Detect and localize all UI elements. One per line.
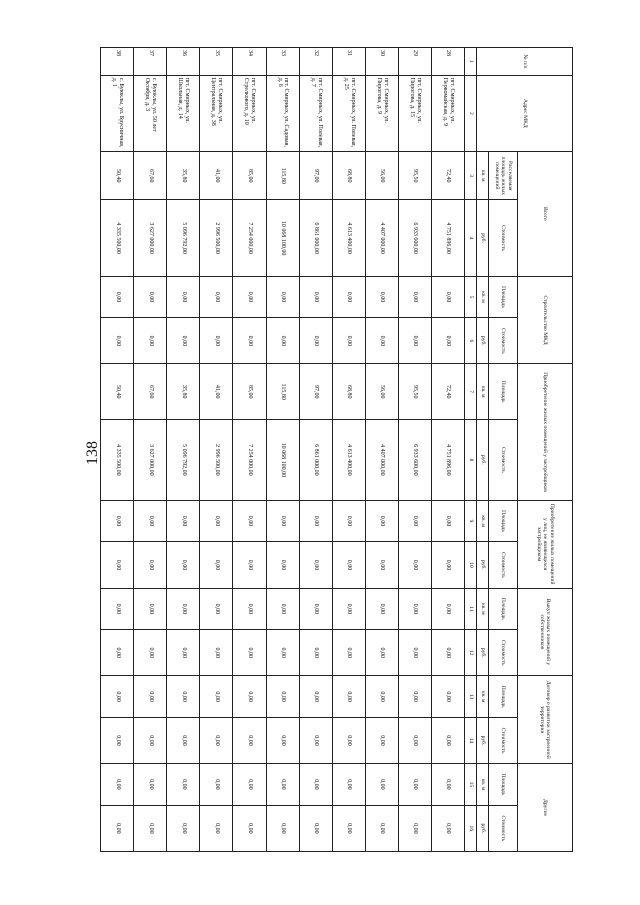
value-cell: 0,00	[431, 676, 464, 718]
value-cell: 0,00	[167, 542, 200, 588]
value-cell: 0,00	[101, 717, 134, 763]
column-number: 7	[465, 364, 477, 419]
value-cell: 0,00	[200, 542, 233, 588]
value-cell: 4 613 400,00	[332, 200, 365, 276]
value-cell: 5 096 792,00	[167, 200, 200, 276]
value-cell: 0,00	[299, 318, 332, 364]
row-number-cell: 29	[398, 48, 431, 76]
value-cell: 2 996 500,00	[200, 419, 233, 500]
row-number-cell: 37	[134, 48, 167, 76]
address-cell: пгт. Смирных, ул. Пирогова, д. 15	[398, 75, 431, 151]
value-cell: 0,00	[299, 500, 332, 542]
value-cell: 6 861 000,00	[299, 419, 332, 500]
value-cell: 10 068 100,00	[266, 419, 299, 500]
value-cell: 0,00	[398, 805, 431, 851]
value-cell: 0,00	[398, 276, 431, 318]
header-address: Адрес МКД	[477, 75, 573, 151]
unit-sqm: кв. м	[477, 276, 489, 318]
address-cell: пгт. Смирных, ул. Стрелкового, д. 10	[233, 75, 266, 151]
value-cell: 0,00	[101, 764, 134, 806]
subheader-cost: Стоимость	[489, 805, 518, 851]
value-cell: 4 335 500,00	[101, 200, 134, 276]
address-cell: пгт. Смирных, ул. Полевая, д. 25	[332, 75, 365, 151]
table-body	[101, 48, 465, 852]
unit-rub: руб.	[477, 318, 489, 364]
subheader-area: Площадь	[489, 276, 518, 318]
unit-sqm: кв. м	[477, 364, 489, 419]
column-number: 12	[465, 630, 477, 676]
subheader-cost: Стоимость	[489, 542, 518, 588]
value-cell: 0,00	[365, 630, 398, 676]
value-cell: 0,00	[101, 500, 134, 542]
unit-sqm: кв. м	[477, 151, 489, 200]
column-number: 10	[465, 542, 477, 588]
value-cell: 4 751 896,00	[431, 419, 464, 500]
value-cell: 0,00	[266, 676, 299, 718]
column-number: 4	[465, 200, 477, 276]
value-cell: 0,00	[233, 764, 266, 806]
value-cell: 95,50	[398, 151, 431, 200]
value-cell: 0,00	[134, 717, 167, 763]
table-row	[365, 48, 398, 852]
value-cell: 0,00	[431, 542, 464, 588]
value-cell: 0,00	[101, 276, 134, 318]
value-cell: 56,00	[365, 151, 398, 200]
value-cell: 0,00	[365, 805, 398, 851]
value-cell: 67,60	[134, 151, 167, 200]
value-cell: 0,00	[431, 276, 464, 318]
value-cell: 0,00	[167, 630, 200, 676]
value-cell: 97,00	[299, 151, 332, 200]
value-cell: 0,00	[167, 588, 200, 630]
value-cell: 6 933 600,00	[398, 419, 431, 500]
header-num: № п/п	[477, 48, 573, 76]
subheader-cost: Стоимость	[489, 200, 518, 276]
value-cell: 0,00	[266, 717, 299, 763]
value-cell: 0,00	[134, 542, 167, 588]
table-row	[101, 48, 134, 852]
value-cell: 0,00	[167, 676, 200, 718]
page-number: 138	[84, 441, 101, 465]
value-cell: 0,00	[431, 588, 464, 630]
value-cell: 0,00	[332, 542, 365, 588]
value-cell: 0,00	[431, 630, 464, 676]
value-cell: 0,00	[398, 717, 431, 763]
value-cell: 0,00	[365, 500, 398, 542]
value-cell: 0,00	[332, 500, 365, 542]
unit-sqm: кв. м	[477, 676, 489, 718]
value-cell: 0,00	[431, 717, 464, 763]
header-territory-agreement: Договор о развитии застроенной территории	[518, 676, 573, 764]
value-cell: 0,00	[101, 630, 134, 676]
value-cell: 0,00	[266, 500, 299, 542]
value-cell: 4 407 000,00	[365, 200, 398, 276]
value-cell: 0,00	[332, 805, 365, 851]
value-cell: 0,00	[101, 318, 134, 364]
value-cell: 0,00	[299, 630, 332, 676]
unit-rub: руб.	[477, 542, 489, 588]
value-cell: 0,00	[266, 318, 299, 364]
value-cell: 0,00	[299, 588, 332, 630]
value-cell: 0,00	[101, 588, 134, 630]
value-cell: 0,00	[266, 764, 299, 806]
value-cell: 0,00	[299, 764, 332, 806]
subheader-area: Площадь	[489, 364, 518, 419]
table-row	[200, 48, 233, 852]
unit-rub: руб.	[477, 630, 489, 676]
row-number-cell: 34	[233, 48, 266, 76]
value-cell: 0,00	[233, 318, 266, 364]
value-cell: 0,00	[365, 764, 398, 806]
value-cell: 0,00	[431, 318, 464, 364]
unit-rub: руб.	[477, 717, 489, 763]
value-cell: 115,80	[266, 151, 299, 200]
header-buyout-owners: Выкуп жилых помещений у собственников	[518, 588, 573, 676]
value-cell: 0,00	[200, 588, 233, 630]
address-cell: пгт. Смирных, ул. Школьная, д. 14	[167, 75, 200, 151]
table-row	[398, 48, 431, 852]
value-cell: 0,00	[398, 676, 431, 718]
row-number-cell: 31	[332, 48, 365, 76]
value-cell: 0,00	[266, 805, 299, 851]
value-cell: 4 335 500,00	[101, 419, 134, 500]
unit-rub: руб.	[477, 805, 489, 851]
table-row	[233, 48, 266, 852]
value-cell: 0,00	[398, 500, 431, 542]
value-cell: 50,40	[101, 151, 134, 200]
value-cell: 0,00	[365, 717, 398, 763]
value-cell: 0,00	[233, 500, 266, 542]
subheader-area: Площадь	[489, 764, 518, 806]
column-number: 14	[465, 717, 477, 763]
value-cell: 0,00	[332, 676, 365, 718]
value-cell: 0,00	[398, 588, 431, 630]
row-number-cell: 28	[431, 48, 464, 76]
value-cell: 0,00	[299, 542, 332, 588]
value-cell: 0,00	[200, 318, 233, 364]
table-row	[431, 48, 464, 852]
unit-sqm: кв. м	[477, 500, 489, 542]
value-cell: 0,00	[233, 542, 266, 588]
address-cell: пгт. Смирных, ул. Первомайская, д. 9	[431, 75, 464, 151]
value-cell: 95,50	[398, 364, 431, 419]
value-cell: 0,00	[332, 588, 365, 630]
subheader-area: Площадь	[489, 588, 518, 630]
value-cell: 10 068 100,00	[266, 200, 299, 276]
value-cell: 0,00	[431, 500, 464, 542]
header-purchase-developers: Приобретение жилых помещений у застройщиков	[518, 364, 573, 500]
value-cell: 7 254 000,00	[233, 200, 266, 276]
value-cell: 4 407 000,00	[365, 419, 398, 500]
value-cell: 6 933 600,00	[398, 200, 431, 276]
column-number: 5	[465, 276, 477, 318]
value-cell: 85,00	[233, 364, 266, 419]
address-cell: пгт. Смирных, ул. Центральная, д. 38	[200, 75, 233, 151]
header-other: Другие	[518, 764, 573, 852]
value-cell: 0,00	[398, 630, 431, 676]
value-cell: 0,00	[233, 717, 266, 763]
column-number: 6	[465, 318, 477, 364]
address-cell: пгт. Смирных, ул. Садовая, д. 6	[266, 75, 299, 151]
value-cell: 0,00	[134, 588, 167, 630]
value-cell: 7 254 000,00	[233, 419, 266, 500]
value-cell: 0,00	[266, 630, 299, 676]
value-cell: 0,00	[167, 276, 200, 318]
table-row	[332, 48, 365, 852]
resettlement-table-sheet	[100, 47, 573, 852]
row-number-cell: 32	[299, 48, 332, 76]
table-row	[299, 48, 332, 852]
value-cell: 41,00	[200, 151, 233, 200]
value-cell: 0,00	[200, 805, 233, 851]
value-cell: 67,60	[134, 364, 167, 419]
value-cell: 41,00	[200, 364, 233, 419]
value-cell: 0,00	[299, 717, 332, 763]
value-cell: 0,00	[233, 676, 266, 718]
address-cell: пгт. Смирных, ул. Пирогова, д. 9	[365, 75, 398, 151]
value-cell: 0,00	[101, 676, 134, 718]
value-cell: 0,00	[299, 805, 332, 851]
subheader-cost: Стоимость	[489, 630, 518, 676]
value-cell: 0,00	[266, 276, 299, 318]
header-purchase-non-developers: Приобретение жилых помещений у лиц, не являющихся застройщиком	[518, 500, 573, 588]
value-cell: 0,00	[365, 276, 398, 318]
value-cell: 72,40	[431, 151, 464, 200]
column-number: 1	[465, 48, 477, 76]
value-cell: 0,00	[167, 500, 200, 542]
value-cell: 3 627 000,00	[134, 419, 167, 500]
value-cell: 68,80	[332, 151, 365, 200]
value-cell: 0,00	[332, 717, 365, 763]
value-cell: 0,00	[398, 542, 431, 588]
unit-rub: руб.	[477, 419, 489, 500]
header-total: Всего	[518, 151, 573, 276]
value-cell: 0,00	[332, 764, 365, 806]
subheader-cost: Стоимость	[489, 419, 518, 500]
value-cell: 0,00	[200, 717, 233, 763]
value-cell: 0,00	[332, 630, 365, 676]
subheader-cost: Стоимость	[489, 318, 518, 364]
value-cell: 0,00	[233, 276, 266, 318]
value-cell: 0,00	[332, 276, 365, 318]
value-cell: 68,80	[332, 364, 365, 419]
value-cell: 56,00	[365, 364, 398, 419]
column-number: 9	[465, 500, 477, 542]
value-cell: 0,00	[101, 805, 134, 851]
value-cell: 3 627 000,00	[134, 200, 167, 276]
value-cell: 0,00	[134, 630, 167, 676]
value-cell: 115,80	[266, 364, 299, 419]
value-cell: 35,80	[167, 364, 200, 419]
column-number: 16	[465, 805, 477, 851]
value-cell: 0,00	[365, 676, 398, 718]
column-number: 2	[465, 75, 477, 151]
value-cell: 0,00	[365, 318, 398, 364]
value-cell: 72,40	[431, 364, 464, 419]
value-cell: 0,00	[167, 318, 200, 364]
row-number-cell: 33	[266, 48, 299, 76]
value-cell: 0,00	[200, 630, 233, 676]
value-cell: 6 861 000,00	[299, 200, 332, 276]
column-number: 11	[465, 588, 477, 630]
subheader-resettled-area: Расселяемая площадь жилых помещений	[489, 151, 518, 200]
value-cell: 0,00	[167, 805, 200, 851]
value-cell: 0,00	[134, 805, 167, 851]
row-number-cell: 38	[101, 48, 134, 76]
value-cell: 0,00	[299, 276, 332, 318]
subheader-area: Площадь	[489, 500, 518, 542]
value-cell: 0,00	[233, 805, 266, 851]
value-cell: 0,00	[200, 676, 233, 718]
value-cell: 0,00	[167, 764, 200, 806]
value-cell: 5 096 792,00	[167, 419, 200, 500]
column-numbers-row	[465, 48, 477, 852]
unit-sqm: кв. м	[477, 764, 489, 806]
value-cell: 0,00	[431, 805, 464, 851]
value-cell: 0,00	[200, 500, 233, 542]
subheader-cost: Стоимость	[489, 717, 518, 763]
value-cell: 2 996 500,00	[200, 200, 233, 276]
value-cell: 0,00	[266, 588, 299, 630]
row-number-cell: 35	[200, 48, 233, 76]
value-cell: 0,00	[200, 764, 233, 806]
row-number-cell: 30	[365, 48, 398, 76]
value-cell: 0,00	[233, 588, 266, 630]
table-row	[167, 48, 200, 852]
value-cell: 0,00	[398, 318, 431, 364]
row-number-cell: 36	[167, 48, 200, 76]
value-cell: 0,00	[134, 764, 167, 806]
value-cell: 0,00	[365, 542, 398, 588]
resettlement-table	[100, 47, 573, 852]
value-cell: 0,00	[233, 630, 266, 676]
value-cell: 0,00	[398, 764, 431, 806]
column-number: 15	[465, 764, 477, 806]
value-cell: 0,00	[101, 542, 134, 588]
table-row	[266, 48, 299, 852]
value-cell: 0,00	[299, 676, 332, 718]
address-cell: с. Буюклы, ул. 50 лет Октября, д. 3	[134, 75, 167, 151]
column-number: 13	[465, 676, 477, 718]
value-cell: 0,00	[134, 318, 167, 364]
subheader-area: Площадь	[489, 676, 518, 718]
value-cell: 0,00	[266, 542, 299, 588]
value-cell: 0,00	[365, 588, 398, 630]
value-cell: 0,00	[134, 500, 167, 542]
unit-rub: руб.	[477, 200, 489, 276]
value-cell: 4 613 400,00	[332, 419, 365, 500]
value-cell: 97,00	[299, 364, 332, 419]
value-cell: 0,00	[134, 276, 167, 318]
header-mkd-construction: Строительство МКД	[518, 276, 573, 364]
value-cell: 0,00	[167, 717, 200, 763]
value-cell: 0,00	[431, 764, 464, 806]
unit-sqm: кв. м	[477, 588, 489, 630]
value-cell: 35,80	[167, 151, 200, 200]
value-cell: 0,00	[200, 276, 233, 318]
value-cell: 4 751 896,00	[431, 200, 464, 276]
table-row	[134, 48, 167, 852]
value-cell: 0,00	[134, 676, 167, 718]
column-number: 3	[465, 151, 477, 200]
value-cell: 0,00	[332, 318, 365, 364]
address-cell: с. Буюклы, ул. Брусничная, д. 1	[101, 75, 134, 151]
value-cell: 50,40	[101, 364, 134, 419]
address-cell: пгт. Смирных, ул. Полевая, д. 7	[299, 75, 332, 151]
column-number: 8	[465, 419, 477, 500]
value-cell: 85,00	[233, 151, 266, 200]
